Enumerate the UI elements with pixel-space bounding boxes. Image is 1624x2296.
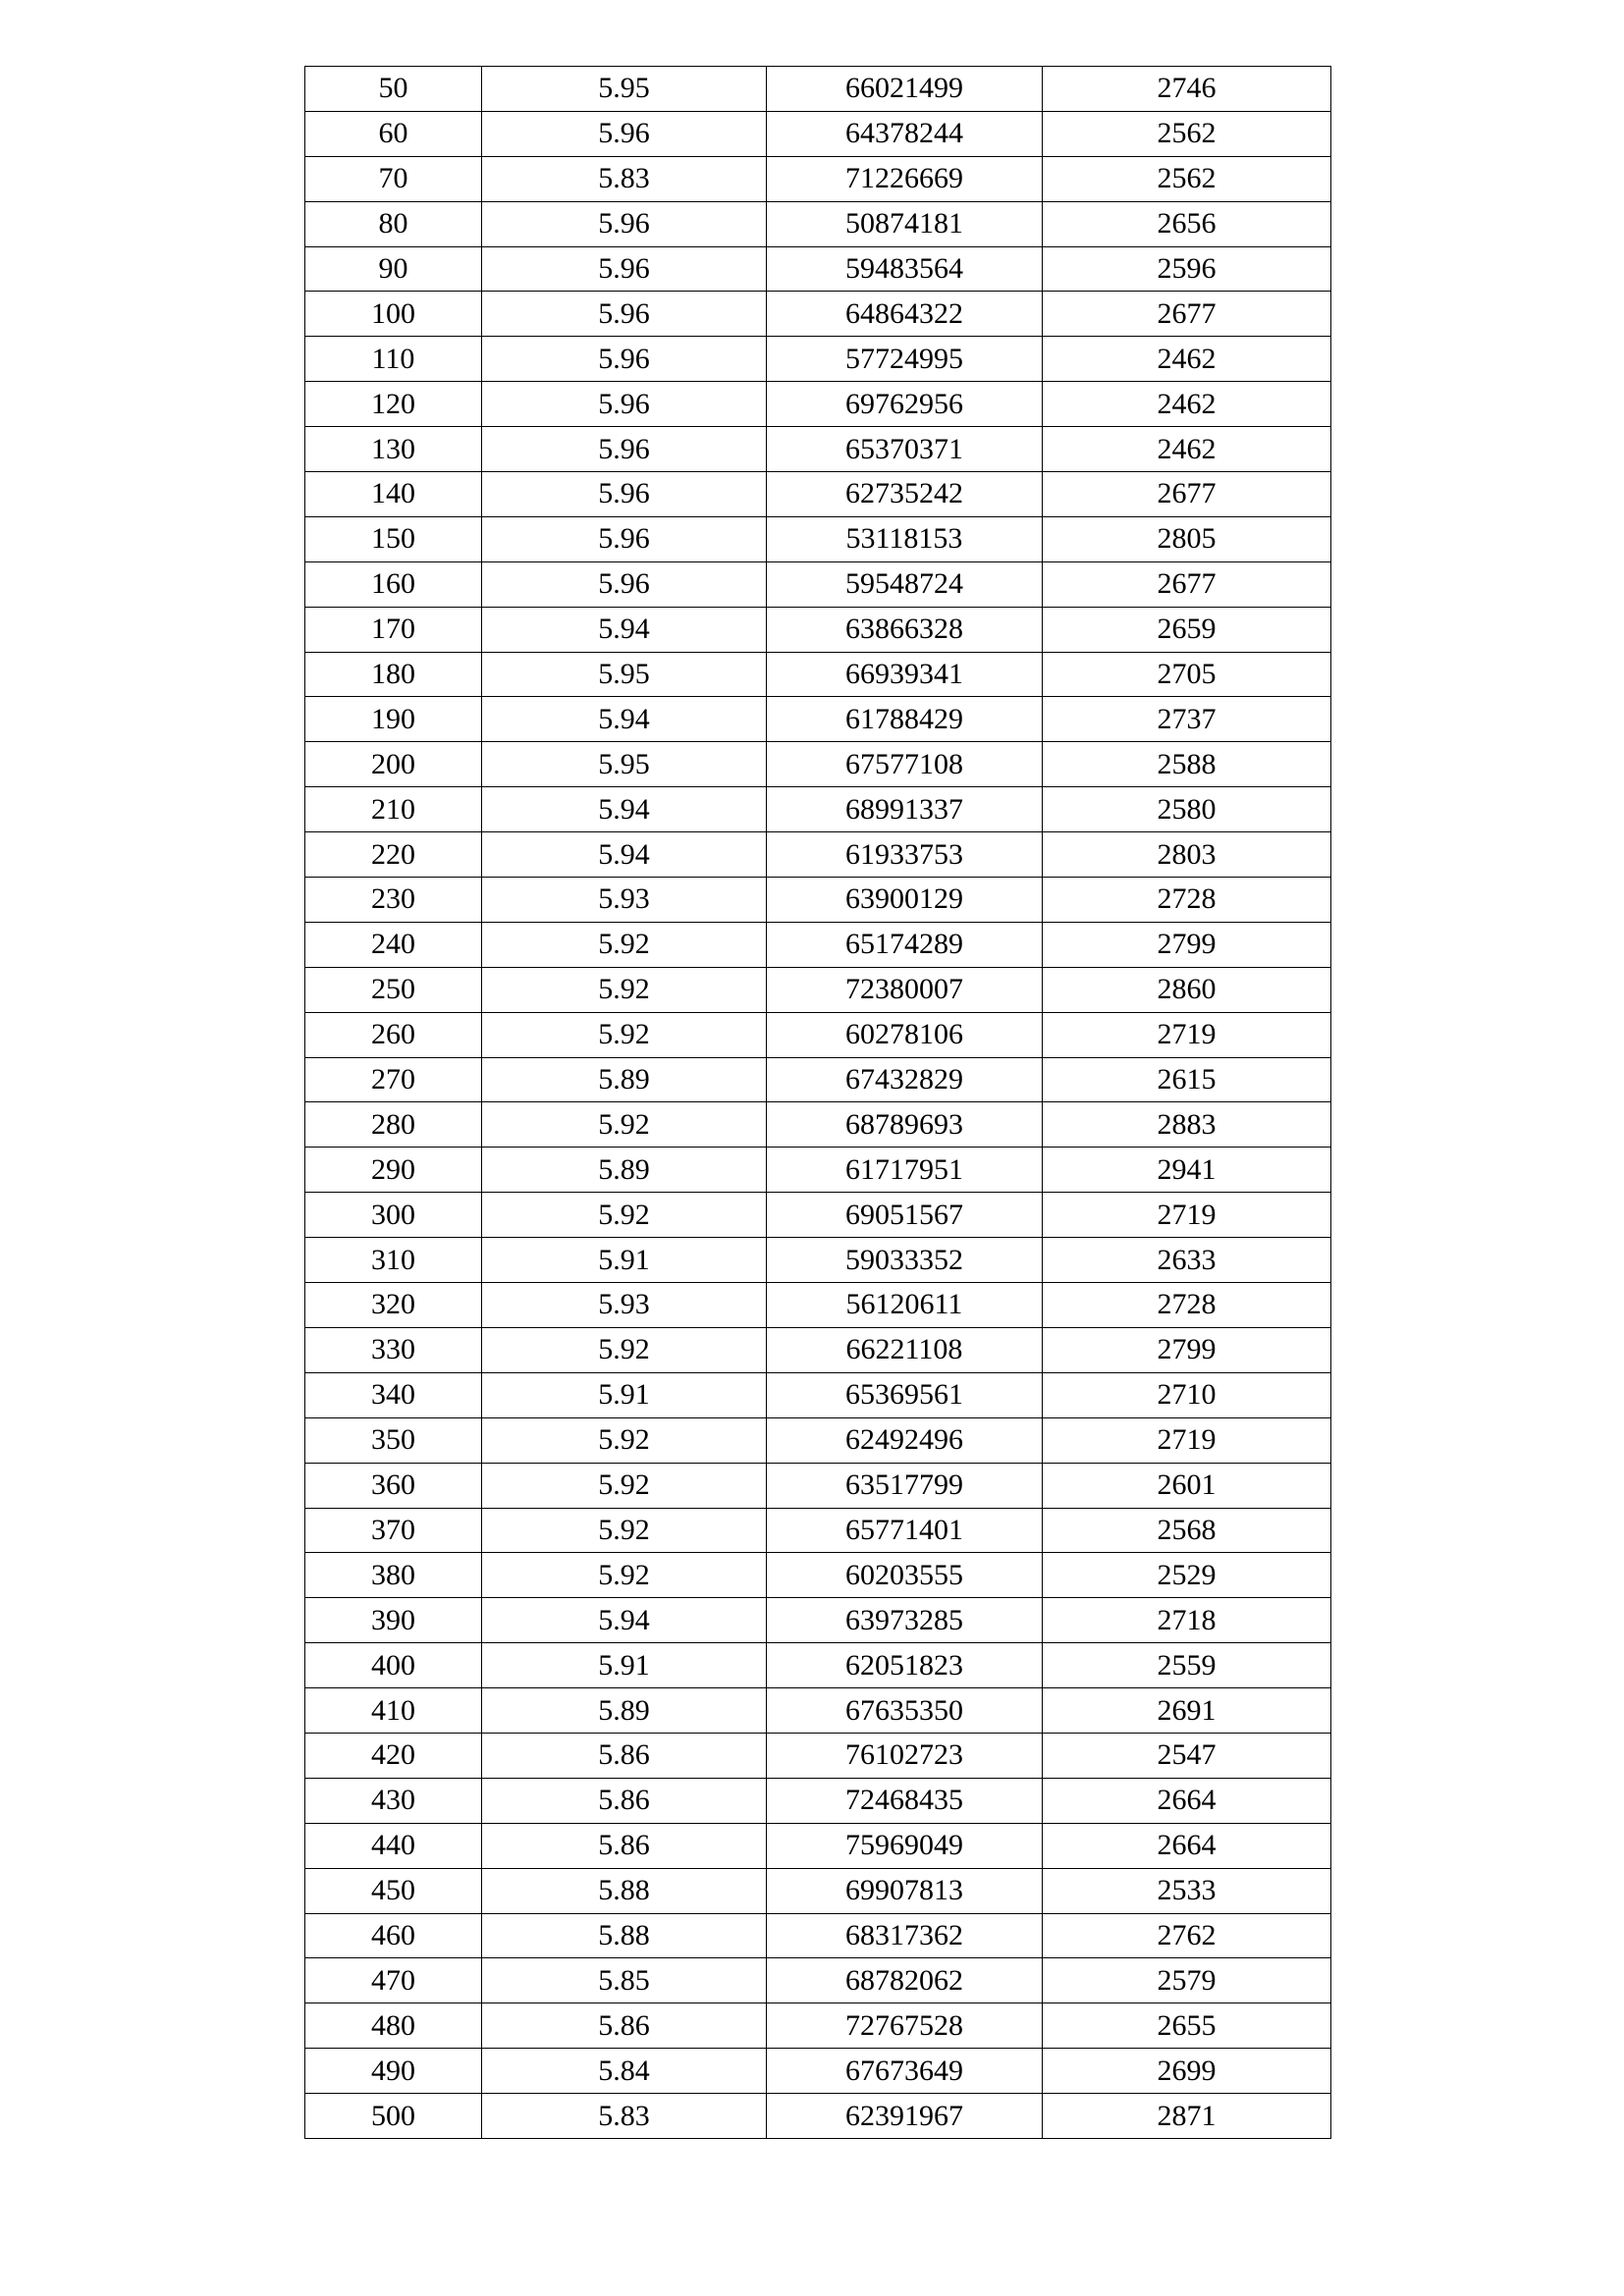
table-cell: 170	[305, 607, 482, 652]
table-cell: 53118153	[767, 516, 1043, 561]
table-row	[305, 1057, 1331, 1102]
table-cell: 5.94	[482, 1598, 767, 1643]
table-row	[305, 742, 1331, 787]
table-cell: 2547	[1043, 1733, 1331, 1778]
table-cell: 2718	[1043, 1598, 1331, 1643]
table-cell: 2719	[1043, 1417, 1331, 1463]
table-cell: 68991337	[767, 787, 1043, 832]
table-cell: 5.95	[482, 742, 767, 787]
table-cell: 2579	[1043, 1958, 1331, 2003]
table-cell: 330	[305, 1327, 482, 1372]
table-cell: 5.96	[482, 337, 767, 382]
table-row	[305, 561, 1331, 607]
table-row	[305, 1417, 1331, 1463]
table-row	[305, 1327, 1331, 1372]
table-cell: 65370371	[767, 427, 1043, 472]
table-cell: 490	[305, 2049, 482, 2094]
table-cell: 5.96	[482, 427, 767, 472]
table-cell: 2699	[1043, 2049, 1331, 2094]
table-cell: 62391967	[767, 2094, 1043, 2139]
table-row	[305, 1823, 1331, 1868]
table-cell: 5.95	[482, 652, 767, 697]
table-cell: 5.94	[482, 832, 767, 878]
table-cell: 250	[305, 967, 482, 1012]
table-cell: 2705	[1043, 652, 1331, 697]
table-cell: 150	[305, 516, 482, 561]
table-cell: 2677	[1043, 472, 1331, 517]
table-cell: 5.95	[482, 67, 767, 112]
table-cell: 67432829	[767, 1057, 1043, 1102]
table-cell: 350	[305, 1417, 482, 1463]
table-row	[305, 1778, 1331, 1823]
table-row	[305, 1238, 1331, 1283]
table-cell: 2677	[1043, 292, 1331, 337]
table-cell: 2677	[1043, 561, 1331, 607]
table-cell: 69051567	[767, 1193, 1043, 1238]
table-cell: 5.86	[482, 1823, 767, 1868]
table-cell: 62051823	[767, 1643, 1043, 1688]
table-row	[305, 1733, 1331, 1778]
table-cell: 180	[305, 652, 482, 697]
table-row	[305, 652, 1331, 697]
table-cell: 5.92	[482, 922, 767, 967]
table-cell: 5.94	[482, 607, 767, 652]
table-cell: 66021499	[767, 67, 1043, 112]
table-cell: 2659	[1043, 607, 1331, 652]
table-cell: 5.92	[482, 1463, 767, 1508]
table-cell: 5.92	[482, 967, 767, 1012]
table-cell: 63866328	[767, 607, 1043, 652]
table-cell: 61788429	[767, 697, 1043, 742]
table-cell: 60278106	[767, 1012, 1043, 1057]
table-cell: 2805	[1043, 516, 1331, 561]
table-cell: 290	[305, 1148, 482, 1193]
table-row	[305, 1012, 1331, 1057]
table-cell: 310	[305, 1238, 482, 1283]
table-cell: 65174289	[767, 922, 1043, 967]
table-cell: 450	[305, 1868, 482, 1913]
table-cell: 500	[305, 2094, 482, 2139]
table-cell: 280	[305, 1102, 482, 1148]
table-cell: 2559	[1043, 1643, 1331, 1688]
table-cell: 67635350	[767, 1688, 1043, 1734]
table-cell: 72468435	[767, 1778, 1043, 1823]
table-row	[305, 156, 1331, 201]
table-cell: 320	[305, 1283, 482, 1328]
table-row	[305, 2049, 1331, 2094]
table-cell: 72380007	[767, 967, 1043, 1012]
table-row	[305, 878, 1331, 923]
table-cell: 60203555	[767, 1553, 1043, 1598]
table-cell: 2664	[1043, 1778, 1331, 1823]
table-row	[305, 1643, 1331, 1688]
table-cell: 2799	[1043, 1327, 1331, 1372]
table-cell: 65369561	[767, 1372, 1043, 1417]
table-cell: 270	[305, 1057, 482, 1102]
table-cell: 66939341	[767, 652, 1043, 697]
table-row	[305, 787, 1331, 832]
table-cell: 65771401	[767, 1508, 1043, 1553]
table-cell: 300	[305, 1193, 482, 1238]
table-cell: 63900129	[767, 878, 1043, 923]
table-row	[305, 607, 1331, 652]
table-cell: 61933753	[767, 832, 1043, 878]
table-cell: 460	[305, 1913, 482, 1958]
table-cell: 2883	[1043, 1102, 1331, 1148]
table-cell: 2728	[1043, 1283, 1331, 1328]
table-cell: 2762	[1043, 1913, 1331, 1958]
table-cell: 430	[305, 1778, 482, 1823]
table-cell: 2728	[1043, 878, 1331, 923]
table-body	[305, 67, 1331, 2139]
table-cell: 2562	[1043, 156, 1331, 201]
table-row	[305, 292, 1331, 337]
table-cell: 5.86	[482, 1733, 767, 1778]
table-cell: 5.96	[482, 516, 767, 561]
table-row	[305, 2094, 1331, 2139]
table-cell: 2710	[1043, 1372, 1331, 1417]
table-row	[305, 2003, 1331, 2049]
table-cell: 59548724	[767, 561, 1043, 607]
table-row	[305, 427, 1331, 472]
table-row	[305, 246, 1331, 292]
table-row	[305, 697, 1331, 742]
table-cell: 2588	[1043, 742, 1331, 787]
table-cell: 5.96	[482, 201, 767, 246]
table-cell: 2462	[1043, 427, 1331, 472]
table-cell: 5.92	[482, 1193, 767, 1238]
table-cell: 5.89	[482, 1057, 767, 1102]
table-row	[305, 111, 1331, 156]
table-row	[305, 1283, 1331, 1328]
table-row	[305, 382, 1331, 427]
table-cell: 110	[305, 337, 482, 382]
table-cell: 2568	[1043, 1508, 1331, 1553]
table-cell: 50874181	[767, 201, 1043, 246]
table-cell: 5.93	[482, 878, 767, 923]
table-cell: 2656	[1043, 201, 1331, 246]
table-cell: 2462	[1043, 382, 1331, 427]
table-row	[305, 922, 1331, 967]
table-row	[305, 832, 1331, 878]
table-cell: 2746	[1043, 67, 1331, 112]
table-cell: 5.96	[482, 472, 767, 517]
table-cell: 2737	[1043, 697, 1331, 742]
table-cell: 68789693	[767, 1102, 1043, 1148]
table-cell: 2664	[1043, 1823, 1331, 1868]
table-cell: 410	[305, 1688, 482, 1734]
table-cell: 69762956	[767, 382, 1043, 427]
table-cell: 130	[305, 427, 482, 472]
table-row	[305, 1913, 1331, 1958]
table-cell: 160	[305, 561, 482, 607]
table-cell: 80	[305, 201, 482, 246]
table-cell: 57724995	[767, 337, 1043, 382]
table-cell: 2462	[1043, 337, 1331, 382]
table-cell: 5.96	[482, 382, 767, 427]
table-cell: 2691	[1043, 1688, 1331, 1734]
table-cell: 71226669	[767, 156, 1043, 201]
table-cell: 480	[305, 2003, 482, 2049]
table-cell: 67673649	[767, 2049, 1043, 2094]
table-cell: 5.85	[482, 1958, 767, 2003]
table-cell: 69907813	[767, 1868, 1043, 1913]
table-cell: 76102723	[767, 1733, 1043, 1778]
table-cell: 5.92	[482, 1553, 767, 1598]
table-cell: 5.84	[482, 2049, 767, 2094]
table-cell: 90	[305, 246, 482, 292]
table-row	[305, 1372, 1331, 1417]
table-cell: 380	[305, 1553, 482, 1598]
table-cell: 75969049	[767, 1823, 1043, 1868]
table-cell: 5.96	[482, 292, 767, 337]
table-row	[305, 1148, 1331, 1193]
table-row	[305, 1958, 1331, 2003]
table-cell: 390	[305, 1598, 482, 1643]
table-cell: 5.86	[482, 2003, 767, 2049]
table-cell: 5.89	[482, 1148, 767, 1193]
table-row	[305, 1463, 1331, 1508]
table-cell: 68317362	[767, 1913, 1043, 1958]
table-row	[305, 516, 1331, 561]
table-cell: 5.94	[482, 787, 767, 832]
table-cell: 2799	[1043, 922, 1331, 967]
table-cell: 470	[305, 1958, 482, 2003]
table-cell: 2941	[1043, 1148, 1331, 1193]
table-cell: 5.94	[482, 697, 767, 742]
table-cell: 5.89	[482, 1688, 767, 1734]
table-cell: 2719	[1043, 1193, 1331, 1238]
table-row	[305, 201, 1331, 246]
table-cell: 60	[305, 111, 482, 156]
table-cell: 5.92	[482, 1508, 767, 1553]
table-cell: 2860	[1043, 967, 1331, 1012]
table-cell: 140	[305, 472, 482, 517]
table-row	[305, 1688, 1331, 1734]
table-cell: 5.91	[482, 1372, 767, 1417]
table-cell: 120	[305, 382, 482, 427]
table-row	[305, 1553, 1331, 1598]
table-cell: 400	[305, 1643, 482, 1688]
table-row	[305, 967, 1331, 1012]
table-cell: 5.96	[482, 246, 767, 292]
table-cell: 72767528	[767, 2003, 1043, 2049]
table-cell: 2615	[1043, 1057, 1331, 1102]
table-cell: 2596	[1043, 246, 1331, 292]
table-row	[305, 1508, 1331, 1553]
table-cell: 62735242	[767, 472, 1043, 517]
table-row	[305, 1102, 1331, 1148]
table-cell: 64378244	[767, 111, 1043, 156]
data-table	[304, 66, 1331, 2139]
table-cell: 100	[305, 292, 482, 337]
table-cell: 360	[305, 1463, 482, 1508]
table-cell: 5.96	[482, 561, 767, 607]
table-cell: 2533	[1043, 1868, 1331, 1913]
table-row	[305, 337, 1331, 382]
table-cell: 260	[305, 1012, 482, 1057]
table-cell: 5.83	[482, 2094, 767, 2139]
table-cell: 5.91	[482, 1643, 767, 1688]
table-cell: 240	[305, 922, 482, 967]
table-cell: 370	[305, 1508, 482, 1553]
table-cell: 5.92	[482, 1102, 767, 1148]
table-cell: 2871	[1043, 2094, 1331, 2139]
table-row	[305, 1598, 1331, 1643]
table-cell: 70	[305, 156, 482, 201]
table-cell: 2562	[1043, 111, 1331, 156]
table-cell: 5.86	[482, 1778, 767, 1823]
table-cell: 5.92	[482, 1012, 767, 1057]
table-cell: 2529	[1043, 1553, 1331, 1598]
table-cell: 59033352	[767, 1238, 1043, 1283]
table-cell: 440	[305, 1823, 482, 1868]
table-cell: 5.92	[482, 1327, 767, 1372]
table-cell: 63517799	[767, 1463, 1043, 1508]
table-cell: 200	[305, 742, 482, 787]
table-cell: 2580	[1043, 787, 1331, 832]
table-cell: 2601	[1043, 1463, 1331, 1508]
table-cell: 5.92	[482, 1417, 767, 1463]
table-cell: 5.96	[482, 111, 767, 156]
table-cell: 5.83	[482, 156, 767, 201]
table-cell: 62492496	[767, 1417, 1043, 1463]
table-row	[305, 1193, 1331, 1238]
table-cell: 50	[305, 67, 482, 112]
table-cell: 2633	[1043, 1238, 1331, 1283]
table-cell: 220	[305, 832, 482, 878]
table-row	[305, 1868, 1331, 1913]
table-row	[305, 67, 1331, 112]
table-cell: 2655	[1043, 2003, 1331, 2049]
table-cell: 5.88	[482, 1868, 767, 1913]
table-cell: 230	[305, 878, 482, 923]
table-cell: 5.93	[482, 1283, 767, 1328]
table-cell: 64864322	[767, 292, 1043, 337]
table-cell: 5.91	[482, 1238, 767, 1283]
table-cell: 68782062	[767, 1958, 1043, 2003]
table-cell: 190	[305, 697, 482, 742]
table-cell: 63973285	[767, 1598, 1043, 1643]
table-cell: 61717951	[767, 1148, 1043, 1193]
table-cell: 2803	[1043, 832, 1331, 878]
table-cell: 420	[305, 1733, 482, 1778]
table-cell: 5.88	[482, 1913, 767, 1958]
table-cell: 67577108	[767, 742, 1043, 787]
table-cell: 2719	[1043, 1012, 1331, 1057]
table-cell: 56120611	[767, 1283, 1043, 1328]
table-row	[305, 472, 1331, 517]
table-cell: 59483564	[767, 246, 1043, 292]
table-cell: 66221108	[767, 1327, 1043, 1372]
table-cell: 340	[305, 1372, 482, 1417]
table-cell: 210	[305, 787, 482, 832]
